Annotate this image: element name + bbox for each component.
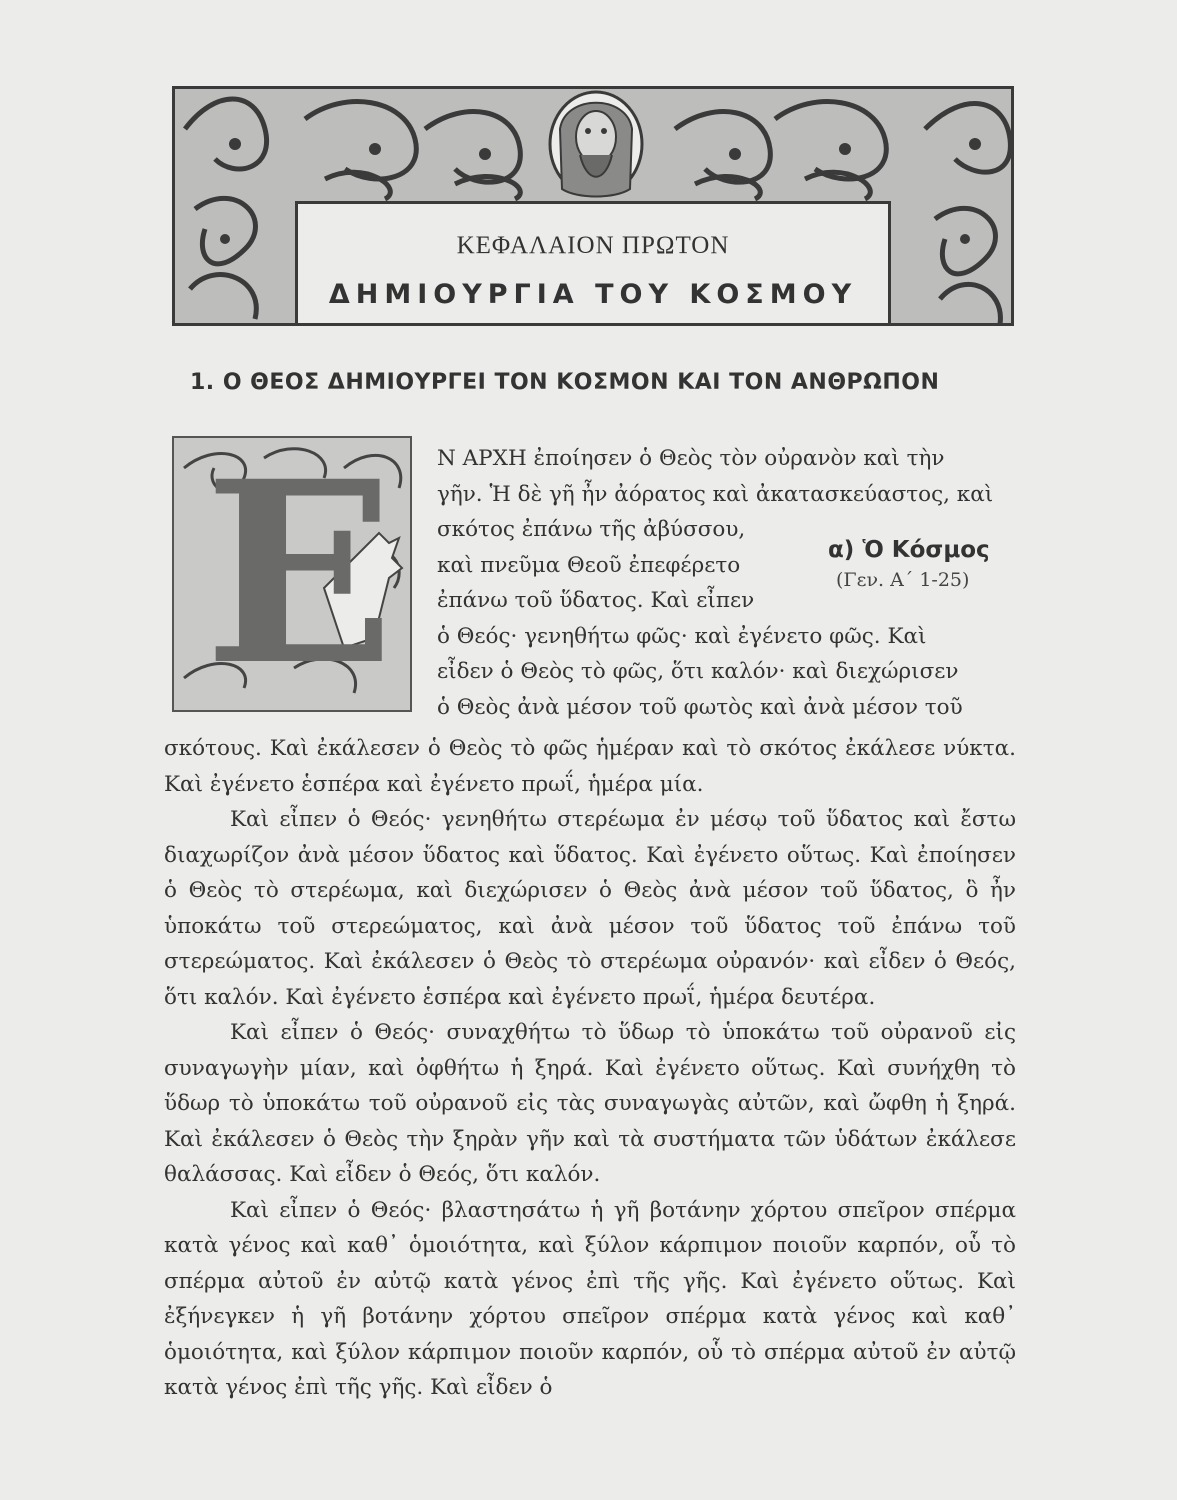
dropcap-letter: Ε (204, 436, 395, 712)
chapter-label: ΚΕΦΑΛΑΙΟΝ ΠΡΩΤΟΝ (456, 232, 730, 259)
illuminated-initial (172, 436, 412, 712)
margin-note-title: α) Ὁ Κόσμος (828, 537, 990, 563)
text-line: ὁ Θεός· γενηθήτω φῶς· καὶ ἐγένετο φῶς. Καὶ (437, 623, 927, 649)
chapter-title: ΔΗΜΙΟΥΡΓΙΑ ΤΟΥ ΚΟΣΜΟΥ (328, 279, 858, 310)
text-line: γῆν. Ἡ δὲ γῆ ἦν ἀόρατος καὶ ἀκατασκεύαστος, καὶ (437, 481, 994, 507)
text-line: εἶδεν ὁ Θεὸς τὸ φῶς, ὅτι καλόν· καὶ διεχώρισεν (437, 659, 959, 684)
text-line: Ν ΑΡΧΗ ἐποίησεν ὁ Θεὸς τὸν οὐρανὸν καὶ τὴν (437, 446, 945, 471)
ornamental-headpiece (172, 86, 1014, 326)
section-heading: 1. Ο ΘΕΟΣ ΔΗΜΙΟΥΡΓΕΙ ΤΟΝ ΚΟΣΜΟΝ ΚΑΙ ΤΟΝ ΑΝΘΡΩΠΟΝ (190, 370, 940, 395)
text-line: καὶ πνεῦμα Θεοῦ ἐπεφέρετο (437, 552, 741, 578)
margin-note-reference: (Γεν. Α΄ 1-25) (836, 569, 970, 591)
paragraph: Καὶ εἶπεν ὁ Θεός· βλαστησάτω ἡ γῆ βοτάνην χόρτου σπεῖρον σπέρμα κατὰ γένος καὶ καθ᾽ ὁμοιότητα, καὶ ξύλον κάρπιμον ποιοῦν καρπόν, οὗ τὸ σπέρμα αὐτοῦ ἐν αὐτῷ κατὰ γένος ἐπὶ τῆς γῆς. Καὶ ἐγένετο οὕτως. Καὶ ἐξήνεγκεν ἡ γῆ βοτάνην χόρτου σπεῖρον σπέρμα κατὰ γένος καὶ καθ᾽ ὁμοιότητα, καὶ ξύλον κάρπιμον ποιοῦν καρπόν, οὗ τὸ σπέρμα αὐτοῦ ἐν αὐτῷ κατὰ γένος ἐπὶ τῆς γῆς. Καὶ εἶδεν ὁ (164, 1197, 1016, 1400)
chapter-title-panel (295, 201, 891, 326)
paragraph: σκότους. Καὶ ἐκάλεσεν ὁ Θεὸς τὸ φῶς ἡμέραν καὶ τὸ σκότος ἐκάλεσε νύκτα. Καὶ ἐγένετο ἑσπέρα καὶ ἐγένετο πρωΐ, ἡμέρα μία. (164, 736, 1016, 797)
text-line: σκότος ἐπάνω τῆς ἀβύσσου, (437, 517, 746, 542)
paragraph: Καὶ εἶπεν ὁ Θεός· συναχθήτω τὸ ὕδωρ τὸ ὑποκάτω τοῦ οὐρανοῦ εἰς συναγωγὴν μίαν, καὶ ὀφθήτω ἡ ξηρά. Καὶ ἐγένετο οὕτως. Καὶ συνήχθη τὸ ὕδωρ τὸ ὑποκάτω τοῦ οὐρανοῦ εἰς τὰς συναγωγὰς αὐτῶν, καὶ ὤφθη ἡ ξηρά. Καὶ ἐκάλεσεν ὁ Θεὸς τὴν ξηρὰν γῆν καὶ τὰ συστήματα τῶν ὑδάτων ἐκάλεσε θαλάσσας. Καὶ εἶδεν ὁ Θεός, ὅτι καλόν. (164, 1020, 1016, 1187)
body-text (164, 731, 1016, 1406)
text-line: ὁ Θεὸς ἀνὰ μέσον τοῦ φωτὸς καὶ ἀνὰ μέσον τοῦ (437, 694, 963, 720)
paragraph: Καὶ εἶπεν ὁ Θεός· γενηθήτω στερέωμα ἐν μέσῳ τοῦ ὕδατος καὶ ἔστω διαχωρίζον ἀνὰ μέσον ὕδατος καὶ ὕδατος. Καὶ ἐγένετο οὕτως. Καὶ ἐποίησεν ὁ Θεὸς τὸ στερέωμα, καὶ διεχώρισεν ὁ Θεὸς ἀνὰ μέσον τοῦ ὕδατος, ὃ ἦν ὑποκάτω τοῦ στερεώματος, καὶ ἀνὰ μέσον τοῦ ὕδατος τοῦ ἐπάνω τοῦ στερεώματος. Καὶ ἐκάλεσεν ὁ Θεὸς τὸ στερέωμα οὐρανόν· καὶ εἶδεν ὁ Θεός, ὅτι καλόν. Καὶ ἐγένετο ἑσπέρα καὶ ἐγένετο πρωΐ, ἡμέρα δευτέρα. (164, 807, 1016, 1010)
text-line: ἐπάνω τοῦ ὕδατος. Καὶ εἶπεν (437, 588, 755, 613)
margin-note (828, 537, 1028, 591)
